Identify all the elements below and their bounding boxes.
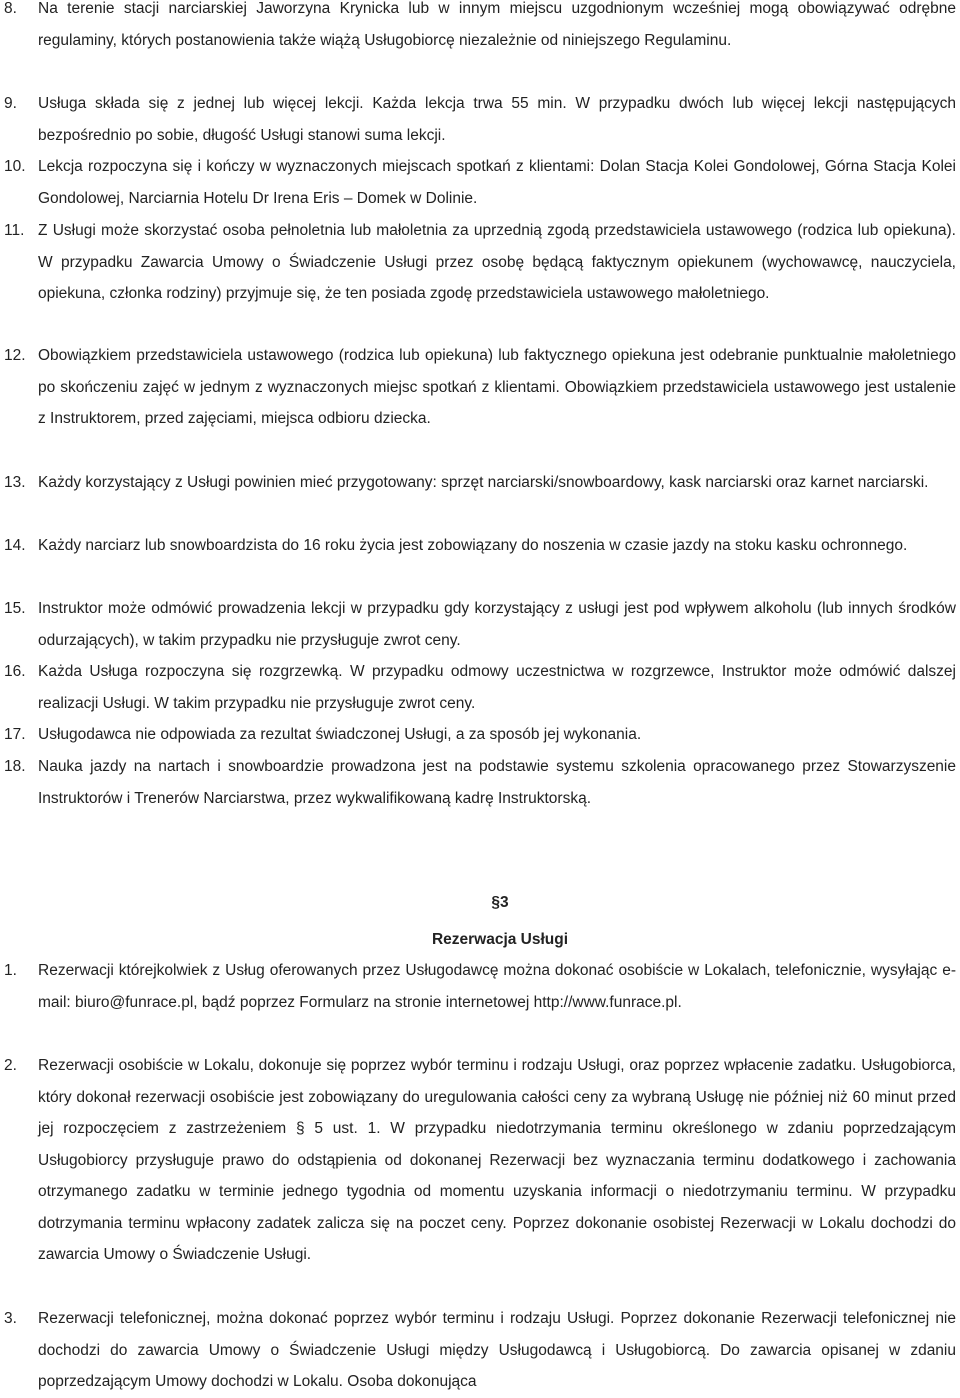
list-item bbox=[4, 340, 956, 435]
list-item-text: Usługodawca nie odpowiada za rezultat świadczonej Usługi, a za sposób jej wykonania. bbox=[38, 726, 642, 743]
list-item bbox=[4, 0, 956, 56]
list-item-number: 12. bbox=[4, 347, 26, 364]
list-item-text: Rezerwacji osobiście w Lokalu, dokonuje się poprzez wybór terminu i rodzaju Usługi, oraz poprzez wpłacenie zadatku. Usługobiorca, który dokonał rezerwacji osobiście jest zobowiązany do uregulowania całości ceny za wybraną Usługę nie później niż 60 minut przed jej rozpoczęciem z zastrzeżeniem § 5 ust. 1. W przypadku niedotrzymania terminu określonego w zdaniu poprzedzającym Usługobiorcy przysługuje prawo do odstąpienia od dokonanej Rezerwacji bez wyznaczania terminu dodatkowego i zachowania otrzymanego zadatku w terminie jednego tygodnia od momentu uzyskania informacji o niedotrzymaniu terminu. W przypadku dotrzymania terminu wpłacony zadatek zalicza się na poczet ceny. Poprzez dokonanie osobistej Rezerwacji w Lokalu dochodzi do zawarcia Umowy o Świadczenie Usługi. bbox=[38, 1057, 956, 1263]
list-item-text: Obowiązkiem przedstawiciela ustawowego (rodzica lub opiekuna) lub faktycznego opiekuna jest odebranie punktualnie małoletniego po skończeniu zajęć w jednym z wyznaczonych miejsc spotkań z klientami. Obowiązkiem przedstawiciela ustawowego jest ustalenie z Instruktorem, przed zajęciami, miejsca odbioru dziecka. bbox=[38, 347, 956, 427]
list-item bbox=[4, 593, 956, 656]
list-item-text: Lekcja rozpoczyna się i kończy w wyznaczonych miejscach spotkań z klientami: Dolan Stacja Kolei Gondolowej, Górna Stacja Kolei Gondolowej, Narciarnia Hotelu Dr Irena Eris – Domek w Dolinie. bbox=[38, 158, 956, 207]
section-number bbox=[0, 893, 960, 913]
list-item bbox=[4, 530, 956, 562]
list-item-text: Każda Usługa rozpoczyna się rozgrzewką. W przypadku odmowy uczestnictwa w rozgrzewce, Instruktor może odmówić dalszej realizacji Usługi. W takim przypadku nie przysługuje zwrot ceny. bbox=[38, 663, 956, 712]
list-item-text: Nauka jazdy na nartach i snowboardzie prowadzona jest na podstawie systemu szkolenia opracowanego przez Stowarzyszenie Instruktorów i Trenerów Narciarstwa, przez wykwalifikowaną kadrę Instruktorską. bbox=[38, 758, 956, 807]
list-item-number: 8. bbox=[4, 0, 17, 17]
list-item-number: 13. bbox=[4, 474, 26, 491]
list-item bbox=[4, 955, 956, 1018]
list-item-text: Usługa składa się z jednej lub więcej lekcji. Każda lekcja trwa 55 min. W przypadku dwóch lub więcej lekcji następujących bezpośrednio po sobie, długość Usługi stanowi suma lekcji. bbox=[38, 95, 956, 144]
list-item-text: Rezerwacji telefonicznej, można dokonać poprzez wybór terminu i rodzaju Usługi. Poprzez dokonanie Rezerwacji telefonicznej nie dochodzi do zawarcia Umowy o Świadczenie Usługi między Usługodawcą i Usługobiorcą. Do zawarcia opisanej w zdaniu poprzedzającym Umowy dochodzi w Lokalu. Osoba dokonująca bbox=[38, 1310, 956, 1390]
list-item bbox=[4, 719, 956, 751]
list-item-text: Instruktor może odmówić prowadzenia lekcji w przypadku gdy korzystający z usługi jest pod wpływem alkoholu (lub innych środków odurzających), w takim przypadku nie przysługuje zwrot ceny. bbox=[38, 600, 956, 649]
list-item-number: 17. bbox=[4, 726, 26, 743]
list-item bbox=[4, 1050, 956, 1271]
list-item bbox=[4, 88, 956, 151]
list-item-number: 15. bbox=[4, 600, 26, 617]
list-item bbox=[4, 751, 956, 814]
list-item-number: 18. bbox=[4, 758, 26, 775]
section-number-text: § 3 bbox=[491, 894, 508, 911]
list-item-number: 14. bbox=[4, 537, 26, 554]
list-item bbox=[4, 215, 956, 310]
section-title: Rezerwacja Usługi bbox=[431, 931, 569, 948]
list-item-number: 3. bbox=[4, 1310, 17, 1327]
list-item-text: Każdy korzystający z Usługi powinien mieć przygotowany: sprzęt narciarski/snowboardowy, kask narciarski oraz karnet narciarski. bbox=[38, 474, 929, 491]
list-item-number: 10. bbox=[4, 158, 26, 175]
list-item-number: 2. bbox=[4, 1057, 17, 1074]
list-item bbox=[4, 467, 956, 499]
list-item-text: Na terenie stacji narciarskiej Jaworzyna Krynicka lub w innym miejscu uzgodnionym wcześniej mogą obowiązywać odrębne regulaminy, których postanowienia także wiążą Usługobiorcę niezależnie od niniejszego Regulaminu. bbox=[38, 0, 956, 49]
list-item bbox=[4, 151, 956, 214]
list-item-number: 1. bbox=[4, 962, 17, 979]
list-item-number: 16. bbox=[4, 663, 26, 680]
list-item-text: Każdy narciarz lub snowboardzista do 16 roku życia jest zobowiązany do noszenia w czasie jazdy na stoku kasku ochronnego. bbox=[38, 537, 908, 554]
list-item-number: 9. bbox=[4, 95, 17, 112]
list-item-text: Z Usługi może skorzystać osoba pełnoletnia lub małoletnia za uprzednią zgodą przedstawiciela ustawowego (rodzica lub opiekuna). W przypadku Zawarcia Umowy o Świadczenie Usługi przez osobę będącą faktycznym opiekunem (wychowawcę, nauczyciela, opiekuna, członka rodziny) przyjmuje się, że ten posiada zgodę przedstawiciela ustawowego małoletniego. bbox=[38, 222, 956, 302]
list-item-text: Rezerwacji którejkolwiek z Usług oferowanych przez Usługodawcę można dokonać osobiście w Lokalach, telefonicznie, wysyłając e-mail: biuro@funrace.pl, bądź poprzez Formularz na stronie internetowej http://www.funrace.pl. bbox=[38, 962, 956, 1011]
list-item bbox=[4, 656, 956, 719]
list-item bbox=[4, 1303, 956, 1398]
list-item-number: 11. bbox=[4, 222, 25, 239]
